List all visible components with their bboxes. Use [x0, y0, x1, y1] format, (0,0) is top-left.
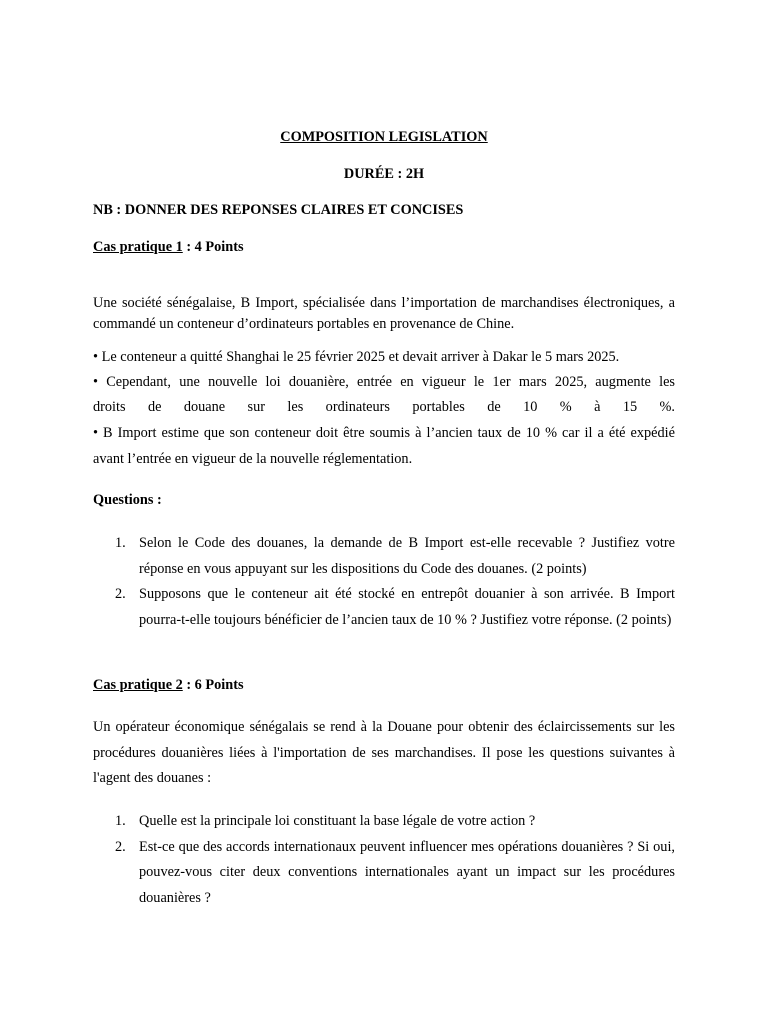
case1-bullet-2-line-1: • Cependant, une nouvelle loi douanière, entrée en vigueur le 1er mars 2025, augmente les [93, 374, 675, 390]
case1-question-list [93, 531, 675, 633]
list-item: 1. Selon le Code des douanes, la demande de B Import est-elle recevable ? Justifiez votre réponse en vous appuyant sur les dispositions du Code des douanes. (2 points) [115, 535, 675, 577]
case1-intro: Une société sénégalaise, B Import, spécialisée dans l’importation de marchandises électroniques, a commandé un conteneur d’ordinateurs portables en provenance de Chine. [93, 295, 675, 332]
case2-points: : 6 Points [182, 677, 244, 693]
nb-instruction: NB : DONNER DES REPONSES CLAIRES ET CONCISES [93, 202, 464, 218]
case2-intro: Un opérateur économique sénégalais se rend à la Douane pour obtenir des éclaircissements sur les procédures douanières liées à l'importation de ses marchandises. Il pose les questions suivantes à l'agent des douanes : [93, 719, 675, 786]
case2-heading [93, 677, 675, 694]
case1-bullet-2-line-2: droits de douane sur les ordinateurs portables de 10 % à 15 %. [93, 399, 675, 415]
list-item: 2. Supposons que le conteneur ait été stocké en entrepôt douanier à son arrivée. B Import pourra-t-elle toujours bénéficier de l’ancien taux de 10 % ? Justifiez votre réponse. (2 points) [115, 586, 675, 628]
case1-bullet-3: • B Import estime que son conteneur doit être soumis à l’ancien taux de 10 % car il a été expédié avant l’entrée en vigueur de la nouvelle réglementation. [93, 425, 675, 467]
case2-question-list [93, 809, 675, 911]
duration-line: DURÉE : 2H [343, 166, 425, 182]
list-item: 2. Est-ce que des accords internationaux peuvent influencer mes opérations douanières ? Si oui, pouvez-vous citer deux conventions internationales ayant un impact sur les procédures douanières ? [115, 838, 675, 906]
case1-points: : 4 Points [182, 239, 244, 255]
document-title: COMPOSITION LEGISLATION [280, 129, 488, 145]
case1-heading [93, 239, 675, 256]
list-item: 1. Quelle est la principale loi constituant la base légale de votre action ? [115, 813, 536, 829]
case1-bullet-1: • Le conteneur a quitté Shanghai le 25 février 2025 et devait arriver à Dakar le 5 mars 2025. [93, 349, 620, 365]
questions-heading: Questions : [93, 492, 162, 508]
case1-label: Cas pratique 1 [93, 239, 183, 255]
case2-label: Cas pratique 2 [93, 677, 183, 693]
document-page [93, 0, 675, 1024]
